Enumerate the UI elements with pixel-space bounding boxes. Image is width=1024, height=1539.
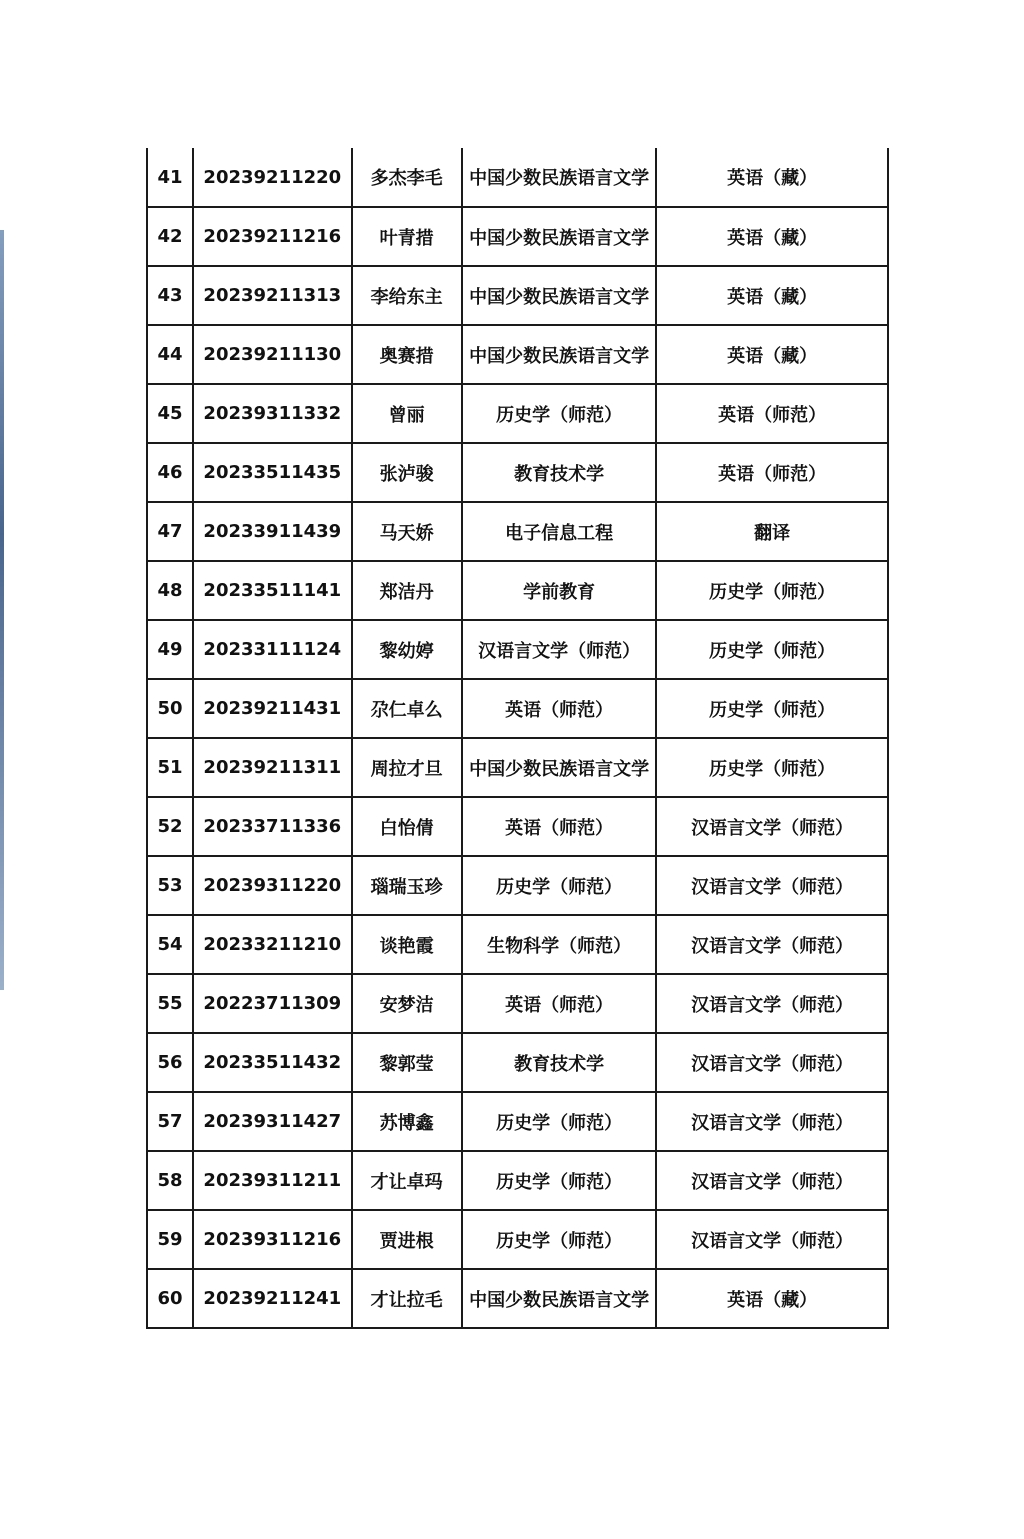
original-major-cell: 历史学（师范） xyxy=(462,856,657,915)
table-row xyxy=(147,1210,888,1269)
table-row xyxy=(147,502,888,561)
student-name-cell: 奥赛措 xyxy=(352,325,462,384)
original-major-cell: 汉语言文学（师范） xyxy=(462,620,657,679)
target-major-cell: 历史学（师范） xyxy=(656,738,888,797)
student-name-cell: 安梦洁 xyxy=(352,974,462,1033)
target-major-cell: 英语（藏） xyxy=(656,207,888,266)
target-major-cell: 汉语言文学（师范） xyxy=(656,915,888,974)
target-major-cell: 汉语言文学（师范） xyxy=(656,1210,888,1269)
row-number-cell: 51 xyxy=(147,738,193,797)
original-major-cell: 中国少数民族语言文学 xyxy=(462,266,657,325)
student-name-cell: 叶青措 xyxy=(352,207,462,266)
student-id-cell: 20239211130 xyxy=(193,325,351,384)
original-major-cell: 历史学（师范） xyxy=(462,1210,657,1269)
target-major-cell: 汉语言文学（师范） xyxy=(656,1151,888,1210)
row-number-cell: 48 xyxy=(147,561,193,620)
original-major-cell: 中国少数民族语言文学 xyxy=(462,325,657,384)
original-major-cell: 英语（师范） xyxy=(462,679,657,738)
student-name-cell: 张泸骏 xyxy=(352,443,462,502)
row-number-cell: 55 xyxy=(147,974,193,1033)
row-number-cell: 42 xyxy=(147,207,193,266)
student-name-cell: 黎幼婷 xyxy=(352,620,462,679)
original-major-cell: 中国少数民族语言文学 xyxy=(462,207,657,266)
table-row xyxy=(147,915,888,974)
student-id-cell: 20233911439 xyxy=(193,502,351,561)
target-major-cell: 英语（师范） xyxy=(656,384,888,443)
original-major-cell: 中国少数民族语言文学 xyxy=(462,148,657,207)
target-major-cell: 英语（藏） xyxy=(656,1269,888,1328)
student-name-cell: 马天娇 xyxy=(352,502,462,561)
student-name-cell: 尕仁卓么 xyxy=(352,679,462,738)
target-major-cell: 历史学（师范） xyxy=(656,679,888,738)
student-id-cell: 20239211220 xyxy=(193,148,351,207)
table-body xyxy=(147,148,888,1328)
student-id-cell: 20239211311 xyxy=(193,738,351,797)
table-row xyxy=(147,443,888,502)
table-row xyxy=(147,384,888,443)
table-row xyxy=(147,266,888,325)
row-number-cell: 44 xyxy=(147,325,193,384)
student-id-cell: 20239211313 xyxy=(193,266,351,325)
table-row xyxy=(147,974,888,1033)
row-number-cell: 46 xyxy=(147,443,193,502)
student-id-cell: 20233511141 xyxy=(193,561,351,620)
row-number-cell: 49 xyxy=(147,620,193,679)
row-number-cell: 56 xyxy=(147,1033,193,1092)
student-id-cell: 20233111124 xyxy=(193,620,351,679)
student-name-cell: 黎郭莹 xyxy=(352,1033,462,1092)
row-number-cell: 57 xyxy=(147,1092,193,1151)
student-id-cell: 20233711336 xyxy=(193,797,351,856)
student-id-cell: 20239311332 xyxy=(193,384,351,443)
table-row xyxy=(147,738,888,797)
student-id-cell: 20233511435 xyxy=(193,443,351,502)
student-name-cell: 郑洁丹 xyxy=(352,561,462,620)
original-major-cell: 历史学（师范） xyxy=(462,1151,657,1210)
target-major-cell: 汉语言文学（师范） xyxy=(656,974,888,1033)
student-id-cell: 20239311216 xyxy=(193,1210,351,1269)
student-name-cell: 贾进根 xyxy=(352,1210,462,1269)
target-major-cell: 汉语言文学（师范） xyxy=(656,797,888,856)
target-major-cell: 汉语言文学（师范） xyxy=(656,856,888,915)
original-major-cell: 中国少数民族语言文学 xyxy=(462,738,657,797)
row-number-cell: 54 xyxy=(147,915,193,974)
table-row xyxy=(147,1269,888,1328)
student-name-cell: 多杰李毛 xyxy=(352,148,462,207)
row-number-cell: 59 xyxy=(147,1210,193,1269)
original-major-cell: 英语（师范） xyxy=(462,974,657,1033)
scan-edge-shadow xyxy=(0,230,4,990)
row-number-cell: 45 xyxy=(147,384,193,443)
original-major-cell: 英语（师范） xyxy=(462,797,657,856)
student-id-cell: 20239211241 xyxy=(193,1269,351,1328)
row-number-cell: 60 xyxy=(147,1269,193,1328)
target-major-cell: 英语（藏） xyxy=(656,266,888,325)
row-number-cell: 41 xyxy=(147,148,193,207)
table-row xyxy=(147,620,888,679)
row-number-cell: 43 xyxy=(147,266,193,325)
original-major-cell: 教育技术学 xyxy=(462,443,657,502)
target-major-cell: 英语（藏） xyxy=(656,148,888,207)
student-name-cell: 才让卓玛 xyxy=(352,1151,462,1210)
row-number-cell: 52 xyxy=(147,797,193,856)
original-major-cell: 教育技术学 xyxy=(462,1033,657,1092)
student-id-cell: 20233211210 xyxy=(193,915,351,974)
student-id-cell: 20223711309 xyxy=(193,974,351,1033)
student-name-cell: 才让拉毛 xyxy=(352,1269,462,1328)
table-row xyxy=(147,797,888,856)
row-number-cell: 58 xyxy=(147,1151,193,1210)
row-number-cell: 53 xyxy=(147,856,193,915)
student-name-cell: 谈艳霞 xyxy=(352,915,462,974)
row-number-cell: 50 xyxy=(147,679,193,738)
student-name-cell: 曾丽 xyxy=(352,384,462,443)
table-row xyxy=(147,856,888,915)
student-name-cell: 白怡倩 xyxy=(352,797,462,856)
student-id-cell: 20239211216 xyxy=(193,207,351,266)
original-major-cell: 学前教育 xyxy=(462,561,657,620)
original-major-cell: 生物科学（师范） xyxy=(462,915,657,974)
target-major-cell: 英语（师范） xyxy=(656,443,888,502)
student-name-cell: 周拉才旦 xyxy=(352,738,462,797)
table-row xyxy=(147,561,888,620)
original-major-cell: 历史学（师范） xyxy=(462,1092,657,1151)
table-row xyxy=(147,325,888,384)
target-major-cell: 汉语言文学（师范） xyxy=(656,1033,888,1092)
original-major-cell: 历史学（师范） xyxy=(462,384,657,443)
original-major-cell: 中国少数民族语言文学 xyxy=(462,1269,657,1328)
table-row xyxy=(147,207,888,266)
table-row xyxy=(147,1033,888,1092)
student-id-cell: 20239311211 xyxy=(193,1151,351,1210)
table-row xyxy=(147,148,888,207)
student-name-cell: 瑙瑞玉珍 xyxy=(352,856,462,915)
student-id-cell: 20239311427 xyxy=(193,1092,351,1151)
target-major-cell: 历史学（师范） xyxy=(656,561,888,620)
student-name-cell: 苏博鑫 xyxy=(352,1092,462,1151)
student-name-cell: 李给东主 xyxy=(352,266,462,325)
target-major-cell: 翻译 xyxy=(656,502,888,561)
table-row xyxy=(147,1092,888,1151)
original-major-cell: 电子信息工程 xyxy=(462,502,657,561)
row-number-cell: 47 xyxy=(147,502,193,561)
target-major-cell: 英语（藏） xyxy=(656,325,888,384)
student-transfer-table xyxy=(146,148,889,1329)
target-major-cell: 历史学（师范） xyxy=(656,620,888,679)
student-id-cell: 20239211431 xyxy=(193,679,351,738)
student-id-cell: 20233511432 xyxy=(193,1033,351,1092)
target-major-cell: 汉语言文学（师范） xyxy=(656,1092,888,1151)
table-row xyxy=(147,679,888,738)
table-row xyxy=(147,1151,888,1210)
student-id-cell: 20239311220 xyxy=(193,856,351,915)
